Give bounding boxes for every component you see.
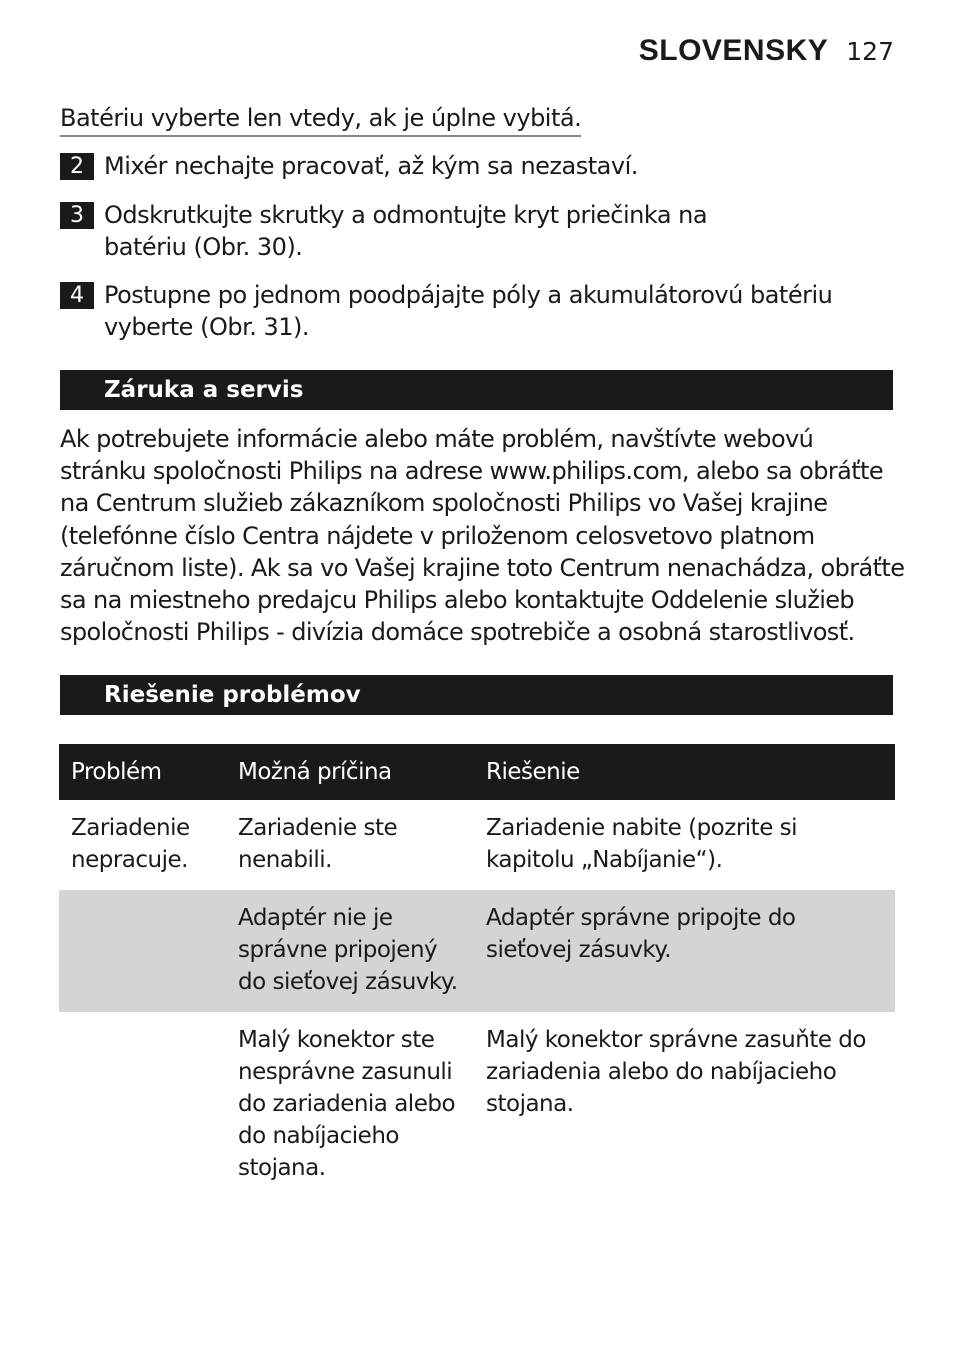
solution-cell: Malý konektor správne zasuňte do zariadenia alebo do nabíjacieho stojana.: [486, 1027, 866, 1117]
header-problem: Problém: [59, 744, 226, 800]
step-number: 3: [60, 202, 94, 229]
cause-cell: Malý konektor ste nesprávne zasunuli do zariadenia alebo do nabíjacieho stojana.: [238, 1027, 456, 1181]
warranty-text-continued: , alebo sa obráťte na Centrum služieb zákazníkom spoločnosti Philips vo Vašej krajine (telefónne číslo Centra nájdete v priloženom celosvetovo platnom záručnom liste). Ak sa vo Vašej krajine toto Centrum nenachádza, obráťte sa na miestneho predajcu Philips alebo kontaktujte Oddelenie služieb spoločnosti Philips - divízia domáce spotrebiče a osobná starostlivosť.: [60, 457, 905, 647]
header-cause: Možná príčina: [226, 744, 474, 800]
header-solution: Riešenie: [474, 744, 895, 800]
warranty-paragraph: [60, 423, 905, 648]
solution-cell: Adaptér správne pripojte do sieťovej zásuvky.: [474, 890, 895, 1012]
page-header: [639, 34, 894, 68]
section-heading-troubleshooting: [60, 675, 893, 715]
solution-cell: Zariadenie nabite (pozrite si kapitolu „Nabíjanie“).: [486, 815, 798, 873]
warranty-text: Ak potrebujete informácie alebo máte problém, navštívte webovú stránku spoločnosti Philips na adrese: [60, 425, 814, 486]
language-label: SLOVENSKY: [638, 34, 829, 67]
troubleshooting-table: [59, 744, 895, 1198]
step-text: Odskrutkujte skrutky a odmontujte kryt priečinka na batériu (Obr. 30).: [104, 201, 708, 261]
section-title: Záruka a servis: [104, 377, 304, 403]
problem-cell: [59, 1012, 226, 1198]
section-heading-warranty: [60, 370, 893, 410]
philips-website-link[interactable]: www.philips.com: [489, 457, 682, 486]
cause-cell: Zariadenie ste nenabili.: [238, 815, 398, 873]
step-number: 4: [60, 282, 94, 309]
battery-note: Batériu vyberte len vtedy, ak je úplne vybitá.: [60, 101, 581, 137]
table-row: [59, 1012, 895, 1198]
table-header-row: [59, 744, 895, 800]
cause-cell: Adaptér nie je správne pripojený do sieťovej zásuvky.: [226, 890, 474, 1012]
page-number: 127: [846, 37, 894, 66]
step-text: Postupne po jednom poodpájajte póly a akumulátorovú batériu vyberte (Obr. 31).: [104, 281, 833, 341]
table-row: [59, 800, 895, 890]
step-number: 2: [60, 153, 94, 180]
problem-cell: [59, 890, 226, 1012]
table-row: [59, 890, 895, 1012]
section-title: Riešenie problémov: [104, 682, 361, 708]
step-text: Mixér nechajte pracovať, až kým sa nezastaví.: [104, 152, 638, 180]
problem-cell: Zariadenie nepracuje.: [71, 815, 190, 873]
